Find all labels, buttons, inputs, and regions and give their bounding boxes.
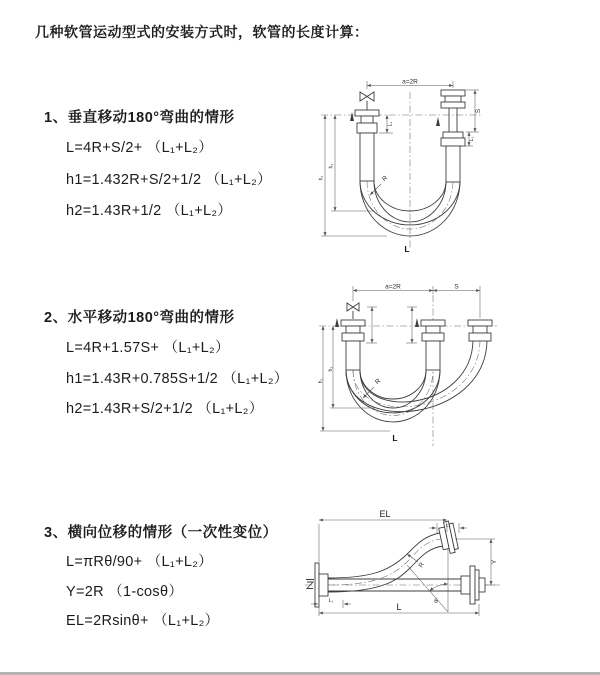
dim-label-l1-left: L₁	[328, 598, 334, 604]
section1-formula-L: L=4R+S/2+ （L₁+L₂）	[66, 140, 214, 156]
section3-heading: 3、横向位移的情形（一次性变位）	[44, 525, 278, 541]
left-fitting	[355, 110, 379, 181]
valve-icon	[360, 92, 374, 110]
dim-label-l1-top: L₁	[445, 522, 451, 529]
dim-label-y: Y	[491, 559, 498, 565]
dim-label-el: EL	[379, 509, 391, 519]
theta-label: θ	[434, 598, 438, 605]
middle-fitting	[421, 320, 445, 370]
section3-formula-EL: EL=2Rsinθ+ （L₁+L₂）	[66, 613, 220, 629]
dim-label-a2r: a=2R	[385, 283, 401, 291]
dim-label-s: S	[475, 108, 482, 114]
movement-arrow-left	[335, 318, 339, 327]
diagram-horizontal-180-bend	[315, 281, 500, 459]
dim-label-l: L	[396, 602, 402, 612]
centerline-break-mark	[306, 580, 314, 589]
movement-arrow-middle	[415, 318, 419, 327]
section1-heading: 1、垂直移动180°弯曲的情形	[44, 110, 235, 126]
dim-label-h1: h₁	[318, 378, 324, 384]
radius-label: R	[380, 174, 390, 184]
small-ref-dims	[366, 307, 417, 343]
hose-s-curve	[328, 520, 459, 592]
right-fitting-moved	[468, 320, 492, 341]
hose-u-bend-positions	[346, 341, 487, 422]
dim-label-a2r: a=2R	[402, 78, 418, 86]
right-fitting	[441, 90, 465, 182]
section2-heading: 2、水平移动180°弯曲的情形	[44, 310, 235, 326]
theta-construction	[407, 542, 448, 612]
radius-label: R	[373, 377, 383, 387]
dim-label-s: S	[454, 283, 459, 291]
section3-formula-L: L=πRθ/90+ （L₁+L₂）	[66, 554, 213, 570]
dim-label-h2: h₂	[328, 366, 334, 372]
dim-label-h2: h₂	[328, 163, 335, 169]
length-label: L	[392, 433, 398, 443]
dim-label-l1-left: L₁	[387, 121, 394, 127]
section2-formula-L: L=4R+1.57S+ （L₁+L₂）	[66, 340, 230, 356]
section2-formula-h1: h1=1.43R+0.785S+1/2 （L₁+L₂）	[66, 371, 289, 387]
dim-label-h1: h₁	[318, 175, 325, 181]
left-flange	[315, 563, 328, 607]
length-label: L	[404, 244, 410, 254]
diagram-lateral-displacement	[303, 508, 503, 643]
dim-l1-left	[379, 115, 394, 133]
section2-formula-h2: h2=1.43R+S/2+1/2 （L₁+L₂）	[66, 401, 264, 417]
section1-formula-h1: h1=1.432R+S/2+1/2 （L₁+L₂）	[66, 172, 272, 188]
radius-label: R	[417, 561, 426, 570]
movement-arrow-left	[350, 112, 354, 121]
section3-formula-Y: Y=2R （1-cosθ）	[66, 584, 184, 600]
dim-a-2r	[367, 79, 453, 90]
diagram-vertical-180-bend	[315, 76, 490, 258]
dim-el	[319, 509, 447, 562]
movement-arrow-right	[436, 117, 440, 126]
page-title: 几种软管运动型式的安装方式时，软管的长度计算：	[35, 24, 369, 40]
valve-icon	[347, 303, 359, 319]
dim-label-l1-right: L₁	[469, 136, 475, 142]
left-fitting	[341, 320, 365, 370]
section1-formula-h2: h2=1.43R+1/2 （L₁+L₂）	[66, 203, 233, 219]
